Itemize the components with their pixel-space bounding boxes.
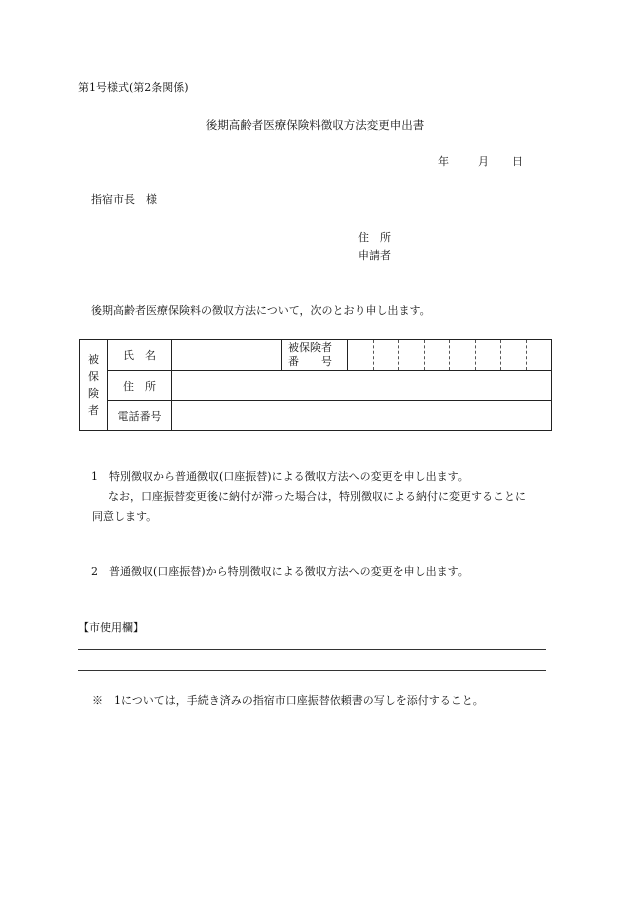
insured-group-char: 被 [88, 353, 99, 366]
applicant-label: 申請者 [358, 249, 391, 262]
form-number-label: 第1号様式(第2条関係) [78, 81, 189, 94]
addressee: 指宿市長 様 [91, 193, 157, 206]
phone-label: 電話番号 [108, 401, 172, 431]
name-label: 氏 名 [108, 340, 172, 371]
insured-number-digit-box[interactable] [398, 340, 424, 370]
option-2-text: 2 普通徴収(口座振替)から特別徴収による徴収方法への変更を申し出ます。 [91, 565, 469, 578]
name-input-cell[interactable] [172, 340, 282, 371]
insured-number-label-line2: 番 号 [288, 355, 332, 368]
option-1-text: 1 特別徴収から普通徴収(口座振替)による徴収方法への変更を申し出ます。 [91, 470, 469, 483]
option-1-consent-text: なお，口座振替変更後に納付が滞った場合は，特別徴収による納付に変更することに [108, 490, 526, 503]
option-1-consent-text-cont: 同意します。 [92, 510, 158, 523]
address-label: 住 所 [108, 371, 172, 401]
insured-number-digit-box[interactable] [500, 340, 526, 370]
insured-number-digit-box[interactable] [449, 340, 475, 370]
office-use-line [78, 649, 546, 650]
office-use-line [78, 670, 546, 671]
date-year-field[interactable]: 年 [438, 155, 449, 168]
office-use-heading: 【市使用欄】 [78, 621, 144, 634]
insured-number-digit-box[interactable] [526, 340, 552, 370]
intro-text: 後期高齢者医療保険料の徴収方法について，次のとおり申し出ます。 [91, 304, 431, 317]
applicant-address-label: 住 所 [358, 231, 391, 244]
insured-number-label-line1: 被保険者 [288, 341, 332, 354]
insured-number-digit-box[interactable] [424, 340, 450, 370]
address-input-cell[interactable] [172, 371, 552, 401]
insured-person-table [79, 339, 552, 431]
insured-group-char: 険 [88, 387, 99, 400]
date-day-field[interactable]: 日 [512, 155, 523, 168]
insured-group-label [80, 340, 108, 431]
insured-number-digit-box[interactable] [373, 340, 399, 370]
attachment-note: ※ 1については，手続き済みの指宿市口座振替依頼書の写しを添付すること。 [92, 694, 484, 707]
date-month-field[interactable]: 月 [478, 155, 489, 168]
insured-number-digit-box[interactable] [475, 340, 501, 370]
insured-group-char: 保 [88, 370, 99, 383]
insured-number-digit-box[interactable] [348, 340, 373, 370]
document-title: 後期高齢者医療保険料徴収方法変更申出書 [205, 118, 425, 132]
insured-number-input[interactable] [348, 340, 552, 371]
insured-group-char: 者 [88, 404, 99, 417]
phone-input-cell[interactable] [172, 401, 552, 431]
insured-number-label [282, 340, 348, 371]
